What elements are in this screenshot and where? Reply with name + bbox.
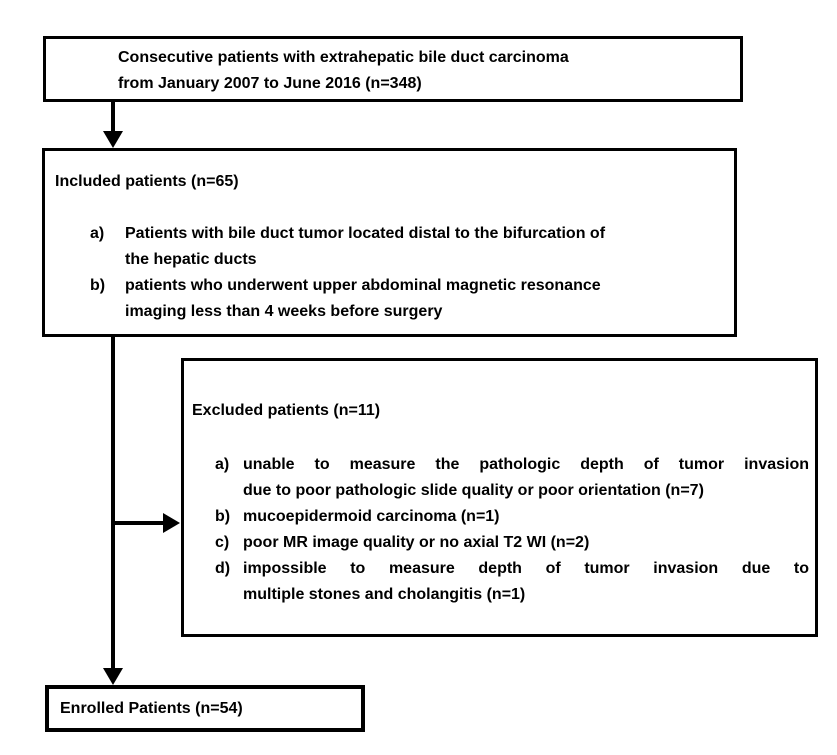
list-item-marker: b) [90,277,106,294]
list-item-text [243,530,809,556]
arrow-consecutive-to-included-head-icon [103,131,123,148]
consecutive-patients-line-2: from January 2007 to June 2016 (n=348) [118,75,422,92]
list-item-line: Patients with bile duct tumor located distal to the bifurcation of [125,225,606,242]
arrow-included-to-enrolled-head-icon [103,668,123,685]
list-item [192,504,809,530]
excluded-patients-reason-list [192,452,809,608]
list-item-line: poor MR image quality or no axial T2 WI (n=2) [243,534,590,551]
list-item [192,452,809,504]
list-item-marker: b) [215,508,231,525]
box-consecutive-patients [43,36,743,102]
list-item-line: imaging less than 4 weeks before surgery [125,303,443,320]
list-item [192,556,809,608]
excluded-patients-title: Excluded patients (n=11) [192,402,381,419]
included-patients-title: Included patients (n=65) [55,173,239,190]
box-included-patients [42,148,737,337]
arrow-branch-to-excluded-line [113,521,165,525]
list-item-text [243,556,809,608]
arrow-consecutive-to-included-line [111,102,115,131]
box-enrolled-patients [45,685,365,732]
list-item [192,530,809,556]
list-item-line: patients who underwent upper abdominal magnetic resonance [125,277,601,294]
box-excluded-patients [181,358,818,637]
list-item-line: due to poor pathologic slide quality or poor orientation (n=7) [243,482,704,499]
list-item [55,221,730,273]
list-item-marker: c) [215,534,230,551]
consecutive-patients-line-1: Consecutive patients with extrahepatic bile duct carcinoma [118,49,569,66]
list-item-text [243,452,809,504]
list-item-line: mucoepidermoid carcinoma (n=1) [243,508,500,525]
list-item-marker: a) [90,225,105,242]
list-item-marker: a) [215,456,230,473]
arrow-branch-to-excluded-head-icon [163,513,180,533]
list-item-text [243,504,809,530]
list-item-line: multiple stones and cholangitis (n=1) [243,586,526,603]
included-patients-criteria-list [55,221,730,325]
list-item-line: unable to measure the pathologic depth of tumor invasion [243,456,809,473]
list-item-line: impossible to measure depth of tumor invasion due to [243,560,809,577]
list-item [55,273,730,325]
list-item-text [125,273,730,325]
list-item-line: the hepatic ducts [125,251,257,268]
enrolled-patients-title: Enrolled Patients (n=54) [60,699,243,717]
list-item-marker: d) [215,560,231,577]
list-item-text [125,221,730,273]
arrow-included-to-enrolled-line [111,337,115,668]
